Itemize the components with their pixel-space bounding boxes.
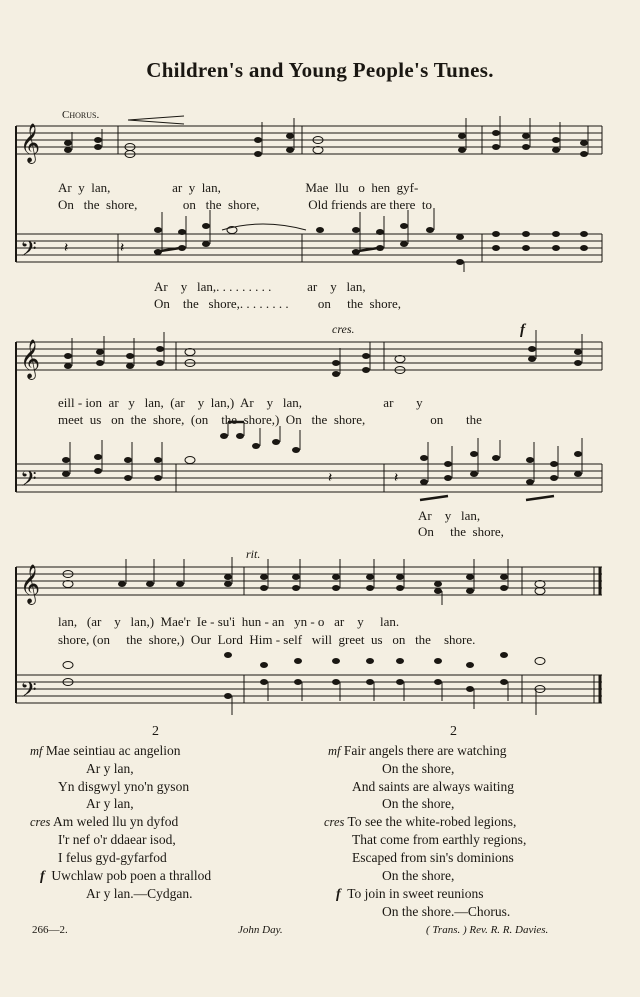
svg-text:𝄽: 𝄽 xyxy=(328,471,333,486)
verse-left-line: Yn disgwyl yno'n gyson xyxy=(58,779,190,794)
verse-right-line: On the shore, xyxy=(382,761,455,776)
chorus-label: Chorus. xyxy=(62,109,100,121)
composer-credit: John Day. xyxy=(238,924,283,936)
verse-left-line: I'r nef o'r ddaear isod, xyxy=(58,832,176,847)
verse-left-line: Ar y lan.—Cydgan. xyxy=(86,886,193,901)
svg-text:𝄞: 𝄞 xyxy=(20,339,41,379)
dynamic-forte: f xyxy=(520,322,525,338)
verse-right-line: On the shore, xyxy=(382,868,455,883)
system-2-upper-welsh: eill - ion ar y lan, (ar y lan,) Ar y lan, ar y xyxy=(58,395,423,410)
verse-left-line: cres Am weled llu yn dyfod xyxy=(30,814,179,829)
system-1-lower-english: On the shore,. . . . . . . . on the shore, xyxy=(154,296,401,311)
verse-left-line: I felus gyd-gyfarfod xyxy=(58,850,167,865)
verse-right-line: That come from earthly regions, xyxy=(352,832,527,847)
svg-text:𝄞: 𝄞 xyxy=(20,564,41,604)
page-title: Children's and Young People's Tunes. xyxy=(146,58,494,82)
system-3-upper-welsh: lan, (ar y lan,) Mae'r Ie - su'i hun - an yn - o ar y lan. xyxy=(58,614,400,629)
verse-left-number: 2 xyxy=(152,724,159,739)
verse-left-line: f Uwchlaw pob poen a thrallod xyxy=(40,868,212,884)
verse-right-line: cres To see the white-robed legions, xyxy=(324,814,517,829)
hymn-number: 266—2. xyxy=(32,924,68,936)
translator-credit: ( Trans. ) Rev. R. R. Davies. xyxy=(426,924,549,936)
verse-right-line: f To join in sweet reunions xyxy=(336,886,484,902)
system-1-lower-welsh: Ar y lan,. . . . . . . . . ar y lan, xyxy=(154,279,366,294)
svg-text:𝄢: 𝄢 xyxy=(20,467,37,497)
system-2-lower-english: On the shore, xyxy=(418,524,504,539)
system-1-upper-english: On the shore, on the shore, Old friends are there to xyxy=(58,197,433,212)
dynamic-cres: cres. xyxy=(332,322,355,336)
svg-text:𝄢: 𝄢 xyxy=(20,678,37,708)
system-2-upper-english: meet us on the shore, (on the shore,) On the shore, on the xyxy=(58,412,482,427)
svg-text:𝄢: 𝄢 xyxy=(20,237,37,267)
svg-text:𝄽: 𝄽 xyxy=(394,471,399,486)
dynamic-rit: rit. xyxy=(246,547,261,561)
system-3-upper-english: shore, (on the shore,) Our Lord Him - self will greet us on the shore. xyxy=(58,632,476,647)
svg-text:𝄽: 𝄽 xyxy=(64,241,69,256)
verse-right-line: On the shore.—Chorus. xyxy=(382,904,511,919)
verse-right-line: mf Fair angels there are watching xyxy=(328,743,507,758)
system-1-upper-welsh: Ar y lan, ar y lan, Mae llu o hen gyf- xyxy=(58,180,419,195)
verse-left-line: Ar y lan, xyxy=(86,761,134,776)
verse-right-number: 2 xyxy=(450,724,457,739)
svg-text:𝄽: 𝄽 xyxy=(120,241,125,256)
verse-right-line: On the shore, xyxy=(382,796,455,811)
verse-right-line: And saints are always waiting xyxy=(352,779,514,794)
system-2-lower-welsh: Ar y lan, xyxy=(418,508,481,523)
verse-left-line: Ar y lan, xyxy=(86,796,134,811)
svg-text:𝄞: 𝄞 xyxy=(20,123,41,163)
verse-right-line: Escaped from sin's dominions xyxy=(352,850,514,865)
verse-left-line: mf Mae seintiau ac angelion xyxy=(30,743,181,758)
